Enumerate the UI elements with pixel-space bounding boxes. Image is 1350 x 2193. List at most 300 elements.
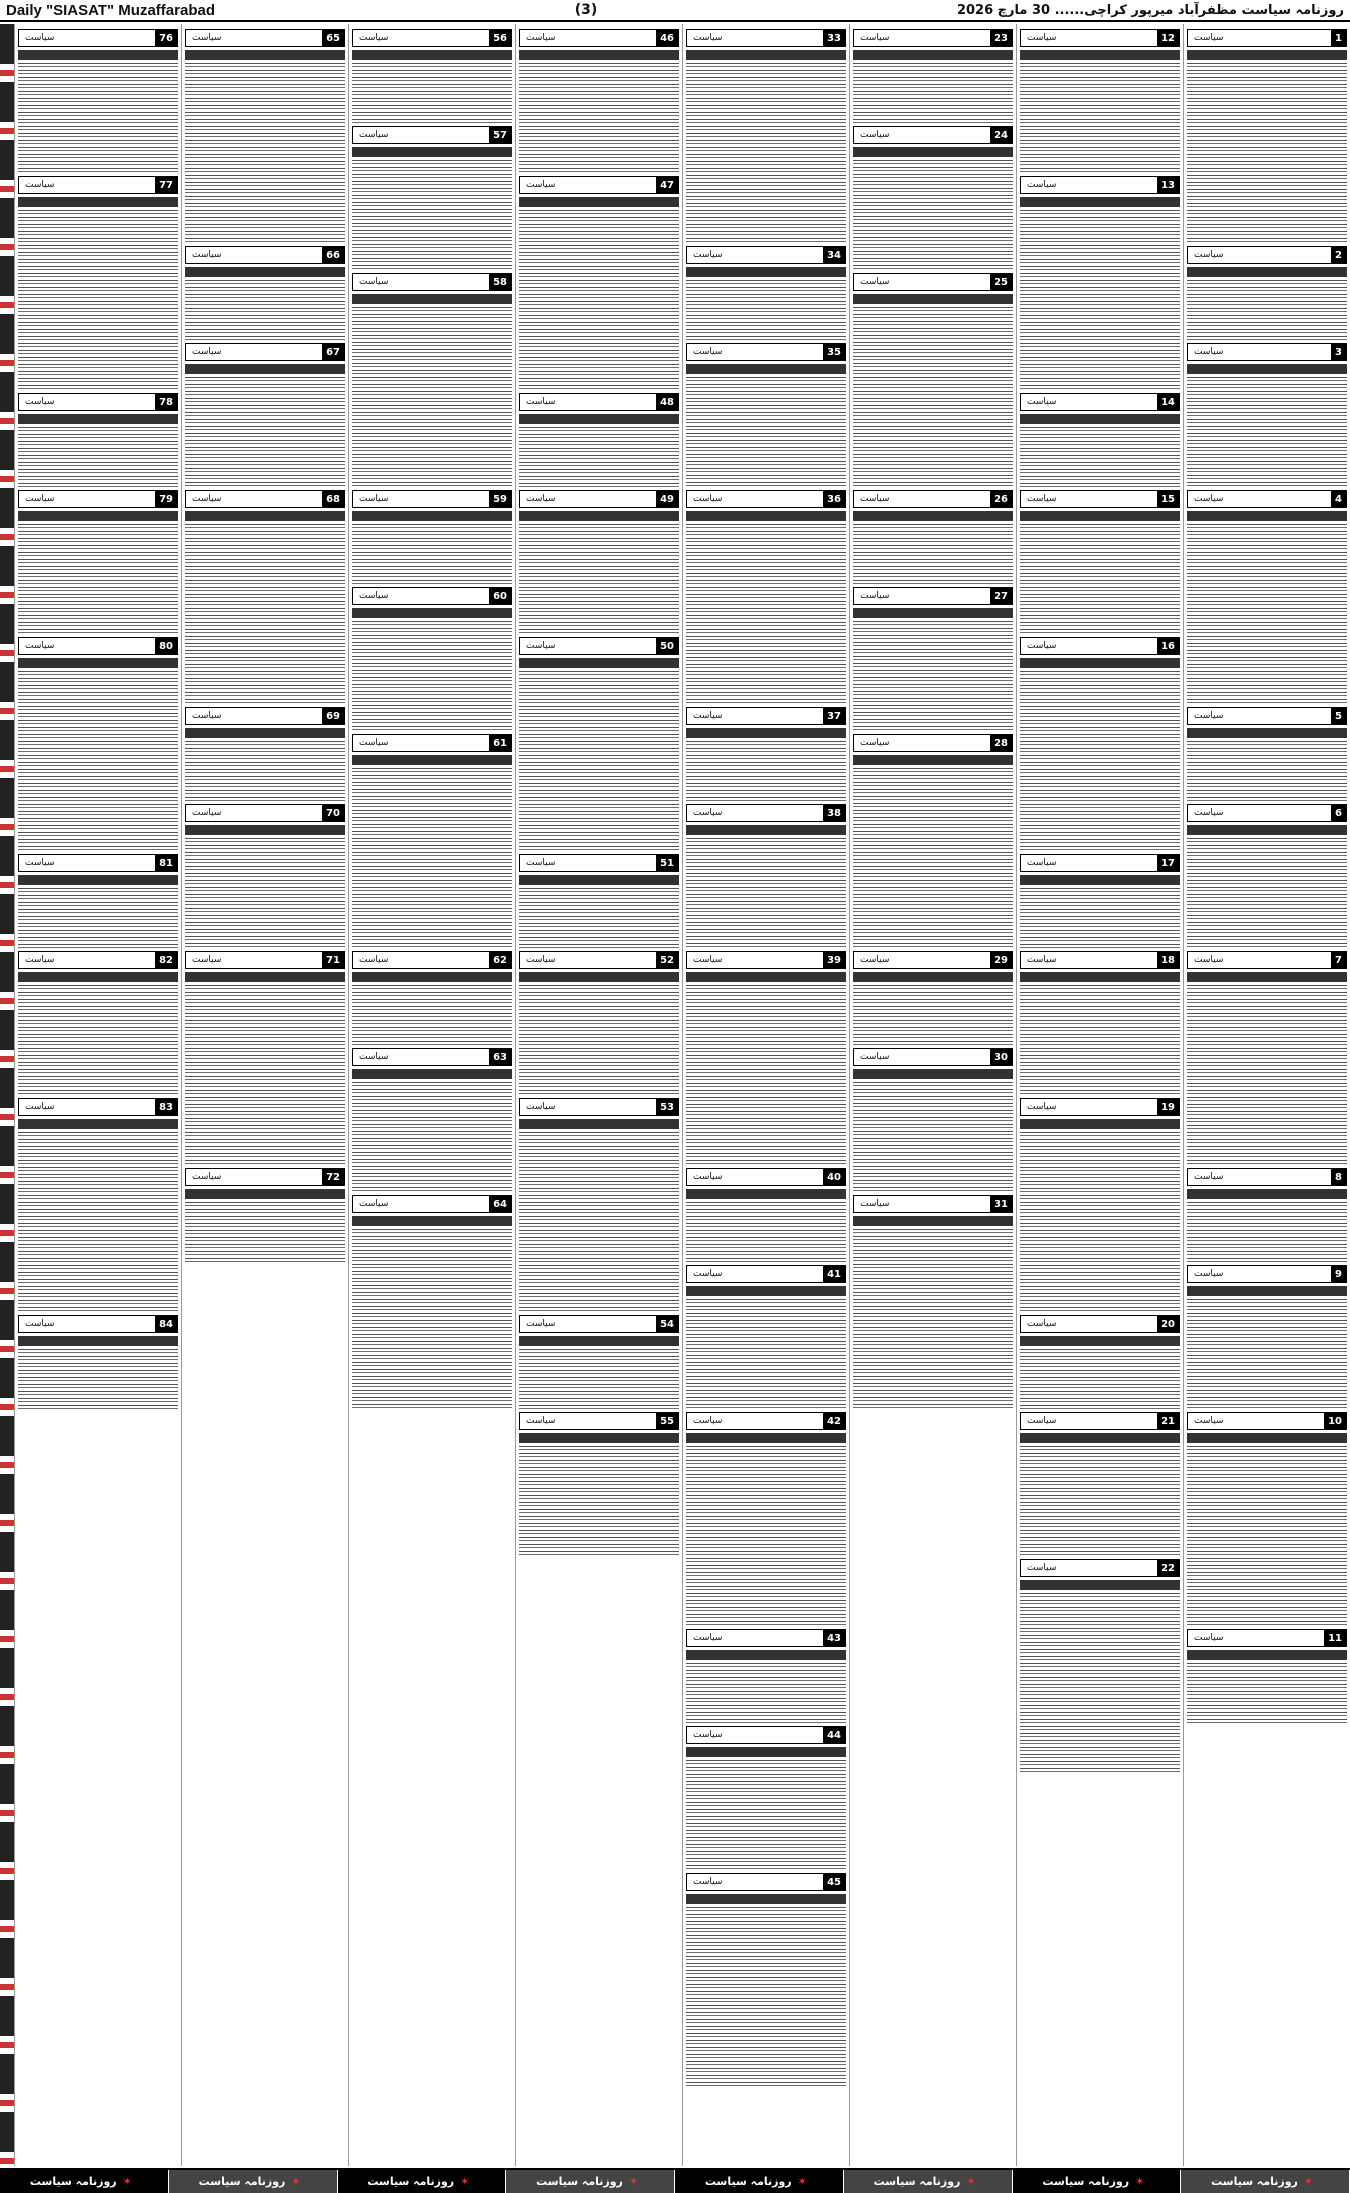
article-number: 72 — [322, 1169, 344, 1185]
article-tag-label: سیاست — [693, 347, 723, 357]
article-headline — [18, 1119, 178, 1129]
article-number: 11 — [1324, 1630, 1346, 1646]
article-number: 5 — [1331, 708, 1346, 724]
article-tag — [1020, 393, 1180, 411]
article-tag-label: سیاست — [359, 955, 389, 965]
article-tag-label: سیاست — [25, 494, 55, 504]
article-tag — [18, 490, 178, 508]
article-tag — [686, 1726, 846, 1744]
footer-cell — [675, 2170, 844, 2193]
article-body-text — [185, 63, 345, 243]
article-headline — [519, 511, 679, 521]
article-body-text — [352, 524, 512, 584]
article-headline — [1020, 1336, 1180, 1346]
article-body-text — [1020, 1446, 1180, 1556]
article-number: 7 — [1331, 952, 1346, 968]
article-tag — [686, 246, 846, 264]
article-headline — [1020, 1119, 1180, 1129]
article-headline — [519, 414, 679, 424]
article-number: 71 — [322, 952, 344, 968]
article-body-text — [686, 1202, 846, 1262]
article-tag-label: سیاست — [359, 494, 389, 504]
article-tag — [1187, 804, 1347, 822]
footer-cell — [1013, 2170, 1182, 2193]
footer-label: روزنامہ سیاست — [367, 2175, 455, 2188]
article-tag — [1020, 854, 1180, 872]
article-number: 30 — [990, 1049, 1012, 1065]
article-tag — [1020, 1098, 1180, 1116]
article-body-text — [185, 1202, 345, 1262]
article-headline — [519, 1119, 679, 1129]
article-tag-label: سیاست — [1194, 1416, 1224, 1426]
article-number: 69 — [322, 708, 344, 724]
article-tag-label: سیاست — [860, 33, 890, 43]
article-headline — [185, 364, 345, 374]
article-headline — [352, 1069, 512, 1079]
article-tag-label: سیاست — [693, 1416, 723, 1426]
star-icon: ✶ — [1303, 2175, 1314, 2188]
article-headline — [1020, 511, 1180, 521]
article-headline — [185, 267, 345, 277]
article-body-text — [1187, 280, 1347, 340]
article-tag-label: سیاست — [526, 397, 556, 407]
article-number: 31 — [990, 1196, 1012, 1212]
article-headline — [853, 50, 1013, 60]
article-number: 18 — [1157, 952, 1179, 968]
footer-label: روزنامہ سیاست — [198, 2175, 286, 2188]
article-tag-label: سیاست — [693, 1172, 723, 1182]
article-tag — [352, 587, 512, 605]
article-headline — [18, 972, 178, 982]
article-tag-label: سیاست — [25, 33, 55, 43]
footer-cell — [1181, 2170, 1350, 2193]
article-body-text — [185, 741, 345, 801]
article-tag — [352, 126, 512, 144]
article-tag-label: سیاست — [860, 494, 890, 504]
article-headline — [18, 197, 178, 207]
article-headline — [18, 1336, 178, 1346]
article-number: 56 — [489, 30, 511, 46]
article-tag-label: سیاست — [693, 808, 723, 818]
article-tag-label: سیاست — [192, 711, 222, 721]
article-headline — [352, 50, 512, 60]
article-headline — [185, 50, 345, 60]
article-body-text — [686, 1907, 846, 2087]
article-number: 25 — [990, 274, 1012, 290]
article-headline — [1187, 364, 1347, 374]
article-headline — [853, 294, 1013, 304]
article-tag-label: سیاست — [693, 1633, 723, 1643]
article-number: 50 — [656, 638, 678, 654]
article-tag — [686, 1412, 846, 1430]
article-body-text — [185, 524, 345, 704]
article-tag — [1020, 1412, 1180, 1430]
article-headline — [686, 1747, 846, 1757]
article-tag — [519, 854, 679, 872]
article-number: 49 — [656, 491, 678, 507]
article-number: 34 — [823, 247, 845, 263]
article-tag-label: سیاست — [1027, 641, 1057, 651]
article-tag — [853, 490, 1013, 508]
page-number: (3) — [574, 2, 598, 18]
star-icon: ✶ — [1135, 2175, 1145, 2188]
article-tag-label: سیاست — [526, 180, 556, 190]
article-headline — [1020, 875, 1180, 885]
article-tag — [686, 490, 846, 508]
article-headline — [519, 875, 679, 885]
article-body-text — [1187, 524, 1347, 704]
article-headline — [686, 364, 846, 374]
article-headline — [1020, 1580, 1180, 1590]
article-body-text — [853, 160, 1013, 270]
article-headline — [1020, 658, 1180, 668]
article-body-text — [686, 1299, 846, 1409]
article-headline — [853, 147, 1013, 157]
article-number: 65 — [322, 30, 344, 46]
article-body-text — [352, 621, 512, 731]
article-body-text — [519, 1132, 679, 1312]
article-body-text — [1187, 1446, 1347, 1626]
article-headline — [185, 972, 345, 982]
article-tag-label: سیاست — [1194, 1269, 1224, 1279]
article-tag — [1187, 490, 1347, 508]
column-col-7 — [181, 24, 348, 2166]
article-headline — [686, 267, 846, 277]
article-tag-label: سیاست — [1194, 808, 1224, 818]
article-headline — [686, 1286, 846, 1296]
article-tag — [519, 637, 679, 655]
article-body-text — [18, 63, 178, 173]
article-body-text — [519, 671, 679, 851]
article-tag-label: سیاست — [192, 494, 222, 504]
article-tag-label: سیاست — [693, 33, 723, 43]
article-tag-label: سیاست — [25, 180, 55, 190]
article-tag-label: سیاست — [526, 1319, 556, 1329]
article-tag-label: سیاست — [359, 33, 389, 43]
article-tag-label: سیاست — [693, 250, 723, 260]
article-headline — [352, 1216, 512, 1226]
article-tag — [686, 1168, 846, 1186]
article-body-text — [352, 307, 512, 487]
article-tag-label: سیاست — [359, 738, 389, 748]
article-tag — [1020, 951, 1180, 969]
article-tag — [185, 804, 345, 822]
article-headline — [519, 658, 679, 668]
article-headline — [686, 1650, 846, 1660]
article-headline — [185, 825, 345, 835]
column-col-1 — [1183, 24, 1350, 2166]
article-number: 58 — [489, 274, 511, 290]
article-number: 4 — [1331, 491, 1346, 507]
article-tag — [853, 951, 1013, 969]
article-number: 29 — [990, 952, 1012, 968]
article-number: 10 — [1324, 1413, 1346, 1429]
article-number: 8 — [1331, 1169, 1346, 1185]
article-headline — [18, 875, 178, 885]
article-tag-label: سیاست — [192, 33, 222, 43]
article-body-text — [519, 210, 679, 390]
article-tag — [1187, 1629, 1347, 1647]
article-tag-label: سیاست — [693, 1877, 723, 1887]
article-tag-label: سیاست — [25, 397, 55, 407]
article-number: 33 — [823, 30, 845, 46]
article-body-text — [686, 280, 846, 340]
article-tag — [18, 951, 178, 969]
article-tag — [519, 29, 679, 47]
article-body-text — [519, 427, 679, 487]
article-tag — [686, 707, 846, 725]
article-tag — [352, 29, 512, 47]
article-tag — [1187, 246, 1347, 264]
article-tag-label: سیاست — [25, 858, 55, 868]
article-body-text — [1187, 1299, 1347, 1409]
footer-label: روزنامہ سیاست — [1211, 2175, 1298, 2188]
article-body-text — [18, 524, 178, 634]
article-number: 80 — [155, 638, 177, 654]
article-headline — [853, 511, 1013, 521]
article-number: 3 — [1331, 344, 1346, 360]
article-tag-label: سیاست — [860, 1199, 890, 1209]
article-body-text — [1020, 888, 1180, 948]
article-body-text — [352, 63, 512, 123]
article-body-text — [18, 1132, 178, 1312]
article-tag-label: سیاست — [860, 130, 890, 140]
article-headline — [1187, 1286, 1347, 1296]
article-number: 12 — [1157, 30, 1179, 46]
article-body-text — [18, 210, 178, 390]
article-number: 60 — [489, 588, 511, 604]
article-tag — [18, 29, 178, 47]
article-tag-label: سیاست — [1027, 494, 1057, 504]
article-headline — [1187, 825, 1347, 835]
article-number: 59 — [489, 491, 511, 507]
article-headline — [1187, 267, 1347, 277]
article-tag-label: سیاست — [526, 641, 556, 651]
article-tag — [352, 734, 512, 752]
article-body-text — [18, 1349, 178, 1409]
article-tag-label: سیاست — [526, 33, 556, 43]
article-number: 26 — [990, 491, 1012, 507]
article-headline — [853, 1216, 1013, 1226]
article-headline — [352, 294, 512, 304]
article-headline — [519, 972, 679, 982]
article-body-text — [1187, 1663, 1347, 1723]
article-number: 40 — [823, 1169, 845, 1185]
article-tag-label: سیاست — [359, 591, 389, 601]
article-tag — [18, 1315, 178, 1333]
star-icon: ✶ — [628, 2175, 639, 2188]
article-tag — [686, 1265, 846, 1283]
article-number: 6 — [1331, 805, 1346, 821]
article-tag-label: سیاست — [526, 1416, 556, 1426]
footer-cell — [506, 2170, 675, 2193]
footer-strip — [0, 2168, 1350, 2193]
article-tag-label: سیاست — [860, 591, 890, 601]
article-tag — [185, 707, 345, 725]
article-tag — [18, 854, 178, 872]
article-tag-label: سیاست — [860, 738, 890, 748]
article-tag-label: سیاست — [1027, 397, 1057, 407]
article-headline — [1187, 1433, 1347, 1443]
article-headline — [853, 1069, 1013, 1079]
article-number: 22 — [1157, 1560, 1179, 1576]
article-tag — [185, 343, 345, 361]
article-number: 42 — [823, 1413, 845, 1429]
article-tag-label: سیاست — [526, 494, 556, 504]
article-number: 13 — [1157, 177, 1179, 193]
article-number: 47 — [656, 177, 678, 193]
article-body-text — [853, 621, 1013, 731]
article-headline — [185, 1189, 345, 1199]
article-headline — [185, 511, 345, 521]
article-body-text — [1020, 1349, 1180, 1409]
article-tag-label: سیاست — [25, 1319, 55, 1329]
article-number: 48 — [656, 394, 678, 410]
article-tag-label: سیاست — [526, 955, 556, 965]
article-number: 67 — [322, 344, 344, 360]
article-number: 66 — [322, 247, 344, 263]
article-number: 53 — [656, 1099, 678, 1115]
masthead — [0, 0, 1350, 22]
article-number: 57 — [489, 127, 511, 143]
article-number: 81 — [155, 855, 177, 871]
article-tag — [686, 804, 846, 822]
article-tag — [519, 951, 679, 969]
article-headline — [519, 1336, 679, 1346]
article-tag-label: سیاست — [1027, 1319, 1057, 1329]
article-tag — [519, 176, 679, 194]
article-number: 46 — [656, 30, 678, 46]
article-tag-label: سیاست — [25, 1102, 55, 1112]
article-body-text — [185, 280, 345, 340]
article-tag-label: سیاست — [1027, 1563, 1057, 1573]
footer-label: روزنامہ سیاست — [873, 2175, 961, 2188]
article-tag — [686, 343, 846, 361]
article-tag-label: سیاست — [1027, 858, 1057, 868]
article-tag-label: سیاست — [693, 711, 723, 721]
column-col-6 — [348, 24, 515, 2166]
footer-label: روزنامہ سیاست — [704, 2175, 792, 2188]
article-body-text — [686, 1446, 846, 1626]
article-tag — [853, 734, 1013, 752]
article-body-text — [185, 985, 345, 1165]
article-headline — [686, 1433, 846, 1443]
article-headline — [519, 197, 679, 207]
article-tag — [1020, 176, 1180, 194]
article-body-text — [185, 838, 345, 948]
article-body-text — [853, 1229, 1013, 1409]
article-body-text — [853, 985, 1013, 1045]
article-tag-label: سیاست — [192, 1172, 222, 1182]
article-tag-label: سیاست — [25, 641, 55, 651]
article-tag — [1187, 29, 1347, 47]
footer-cell — [169, 2170, 338, 2193]
article-tag — [1020, 1559, 1180, 1577]
article-tag — [1020, 29, 1180, 47]
article-body-text — [1187, 377, 1347, 487]
article-headline — [853, 972, 1013, 982]
article-tag — [519, 1098, 679, 1116]
article-body-text — [1020, 1132, 1180, 1312]
article-tag-label: سیاست — [1027, 1102, 1057, 1112]
star-icon: ✶ — [122, 2175, 132, 2188]
article-headline — [352, 972, 512, 982]
article-headline — [853, 608, 1013, 618]
article-tag-label: سیاست — [1027, 33, 1057, 43]
article-body-text — [1020, 210, 1180, 390]
article-number: 45 — [823, 1874, 845, 1890]
article-headline — [519, 1433, 679, 1443]
article-body-text — [853, 307, 1013, 487]
article-tag — [185, 1168, 345, 1186]
article-number: 79 — [155, 491, 177, 507]
article-body-text — [519, 985, 679, 1095]
article-tag-label: سیاست — [359, 277, 389, 287]
article-number: 21 — [1157, 1413, 1179, 1429]
article-tag — [1187, 707, 1347, 725]
article-tag-label: سیاست — [359, 130, 389, 140]
article-tag — [853, 1048, 1013, 1066]
article-number: 70 — [322, 805, 344, 821]
article-tag — [1187, 1265, 1347, 1283]
article-tag-label: سیاست — [693, 1730, 723, 1740]
article-number: 52 — [656, 952, 678, 968]
article-headline — [1187, 511, 1347, 521]
article-number: 51 — [656, 855, 678, 871]
article-tag-label: سیاست — [1194, 494, 1224, 504]
article-number: 28 — [990, 735, 1012, 751]
article-body-text — [18, 671, 178, 851]
article-body-text — [1187, 838, 1347, 948]
article-tag-label: سیاست — [526, 1102, 556, 1112]
article-body-text — [686, 1663, 846, 1723]
article-number: 27 — [990, 588, 1012, 604]
article-number: 2 — [1331, 247, 1346, 263]
article-body-text — [853, 63, 1013, 123]
article-body-text — [185, 377, 345, 487]
article-tag — [352, 951, 512, 969]
newspaper-page — [0, 24, 1350, 2166]
article-body-text — [1020, 427, 1180, 487]
column-col-3 — [849, 24, 1016, 2166]
article-body-text — [352, 985, 512, 1045]
column-col-8 — [14, 24, 181, 2166]
article-tag — [853, 1195, 1013, 1213]
article-tag — [519, 1412, 679, 1430]
article-body-text — [519, 63, 679, 173]
article-tag — [519, 490, 679, 508]
article-tag-label: سیاست — [192, 347, 222, 357]
article-tag-label: سیاست — [1027, 955, 1057, 965]
article-number: 84 — [155, 1316, 177, 1332]
article-tag-label: سیاست — [1194, 33, 1224, 43]
footer-cell — [338, 2170, 507, 2193]
article-tag — [686, 29, 846, 47]
article-number: 41 — [823, 1266, 845, 1282]
article-body-text — [1020, 671, 1180, 851]
article-tag — [185, 490, 345, 508]
article-headline — [1187, 728, 1347, 738]
article-number: 83 — [155, 1099, 177, 1115]
article-tag — [853, 273, 1013, 291]
article-tag-label: سیاست — [693, 1269, 723, 1279]
star-icon: ✶ — [966, 2175, 976, 2188]
article-headline — [686, 728, 846, 738]
article-number: 68 — [322, 491, 344, 507]
article-number: 1 — [1331, 30, 1346, 46]
article-headline — [185, 728, 345, 738]
column-col-2 — [1016, 24, 1183, 2166]
